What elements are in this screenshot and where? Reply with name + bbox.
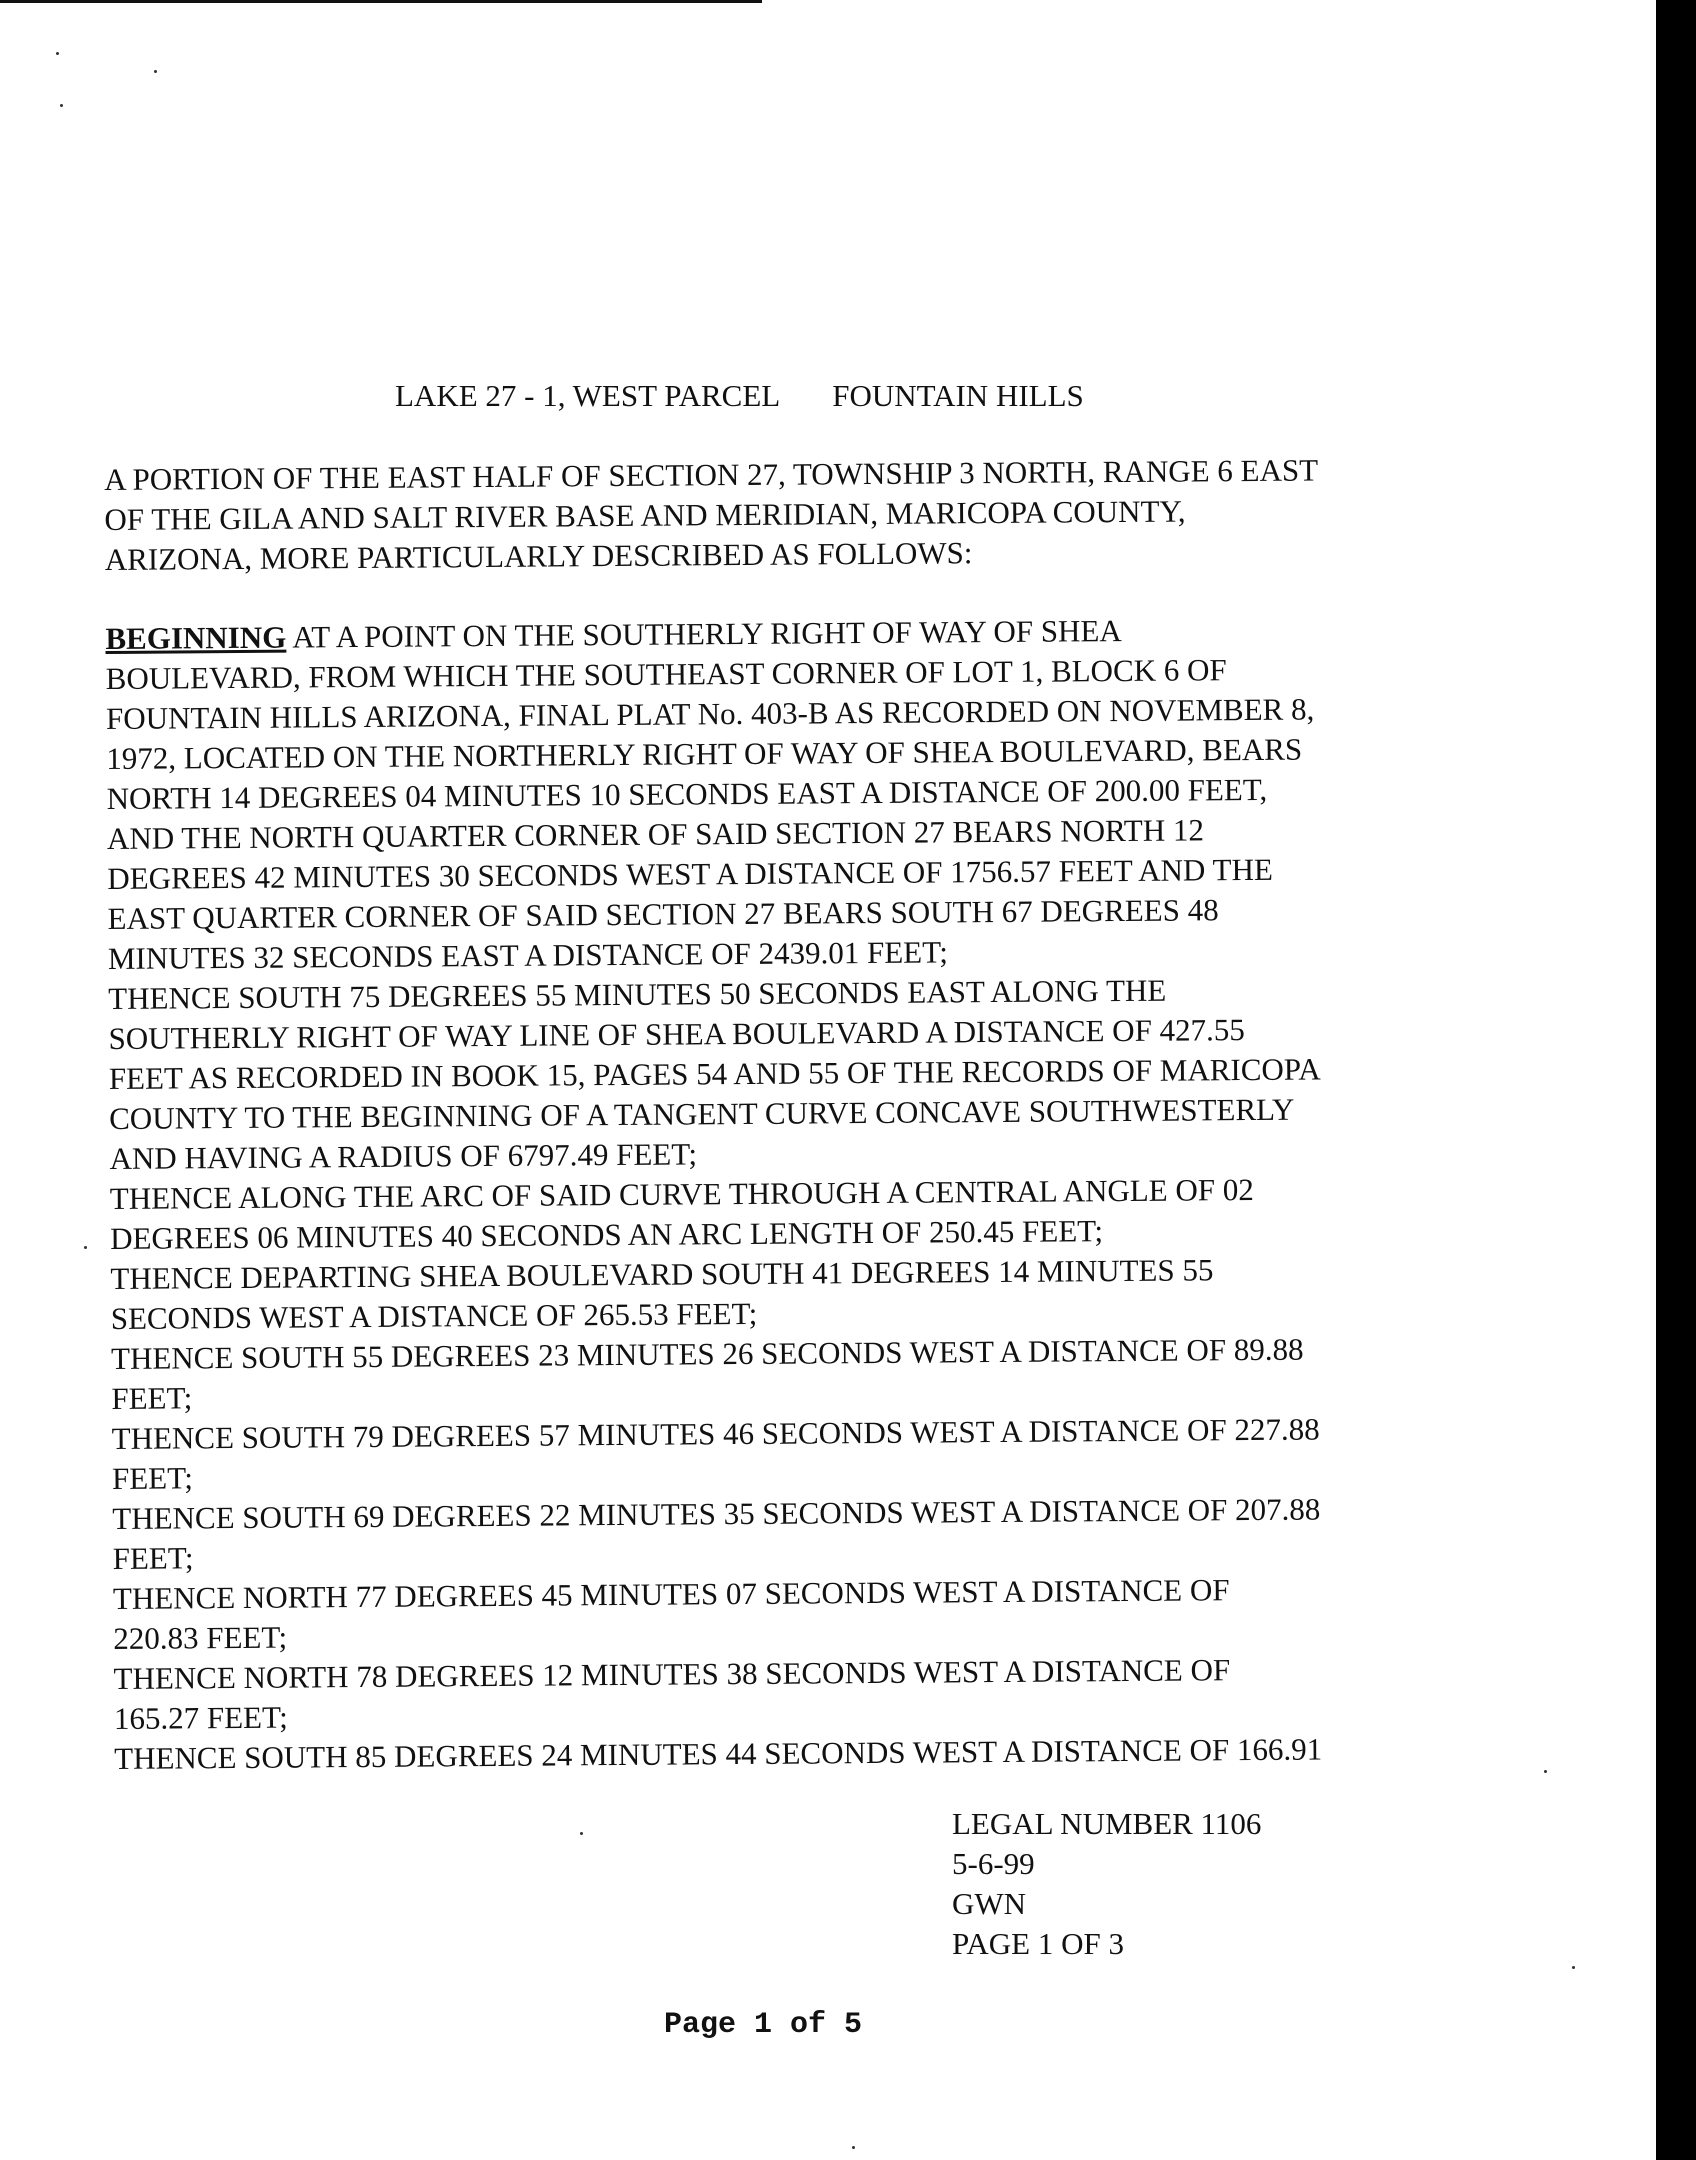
parcel-title: LAKE 27 - 1, WEST PARCEL [395, 378, 781, 413]
description-line: AND THE NORTH QUARTER CORNER OF SAID SECTION 27 BEARS NORTH 12 [106, 812, 1205, 856]
intro-line: ARIZONA, MORE PARTICULARLY DESCRIBED AS FOLLOWS: [104, 535, 973, 577]
description-line: THENCE SOUTH 75 DEGREES 55 MINUTES 50 SECONDS EAST ALONG THE [108, 972, 1167, 1016]
description-line: THENCE DEPARTING SHEA BOULEVARD SOUTH 41 DEGREES 14 MINUTES 55 [110, 1252, 1214, 1296]
scan-speck [154, 70, 157, 73]
description-line: 220.83 FEET; [113, 1619, 288, 1656]
preparer-initials: GWN [952, 1886, 1027, 1921]
legal-date: 5-6-99 [952, 1846, 1035, 1881]
description-line: 165.27 FEET; [113, 1699, 288, 1736]
description-line: SOUTHERLY RIGHT OF WAY LINE OF SHEA BOULEVARD A DISTANCE OF 427.55 [108, 1012, 1245, 1056]
description-line: BOULEVARD, FROM WHICH THE SOUTHEAST CORNER OF LOT 1, BLOCK 6 OF [105, 652, 1227, 696]
description-line: THENCE NORTH 78 DEGREES 12 MINUTES 38 SECONDS WEST A DISTANCE OF [113, 1652, 1231, 1696]
legal-reference-block [952, 1804, 1261, 1964]
description-line: MINUTES 32 SECONDS EAST A DISTANCE OF 2439.01 FEET; [107, 934, 949, 976]
scan-speck [580, 1832, 583, 1835]
description-line: FEET AS RECORDED IN BOOK 15, PAGES 54 AND 55 OF THE RECORDS OF MARICOPA [108, 1051, 1321, 1096]
scan-speck [56, 52, 59, 55]
intro-line: OF THE GILA AND SALT RIVER BASE AND MERIDIAN, MARICOPA COUNTY, [104, 493, 1186, 537]
description-line: THENCE SOUTH 85 DEGREES 24 MINUTES 44 SECONDS WEST A DISTANCE OF 166.91 [114, 1731, 1323, 1776]
scan-speck [84, 1246, 87, 1249]
page-footer: Page 1 of 5 [664, 2008, 863, 2042]
document-heading [395, 378, 1084, 414]
description-line: THENCE SOUTH 69 DEGREES 22 MINUTES 35 SECONDS WEST A DISTANCE OF 207.88 [112, 1491, 1321, 1536]
description-line: THENCE SOUTH 79 DEGREES 57 MINUTES 46 SECONDS WEST A DISTANCE OF 227.88 [111, 1411, 1320, 1456]
intro-line: A PORTION OF THE EAST HALF OF SECTION 27, TOWNSHIP 3 NORTH, RANGE 6 EAST [104, 452, 1319, 497]
legal-number: LEGAL NUMBER 1106 [952, 1806, 1262, 1841]
scan-top-rule [0, 0, 762, 3]
description-line: FEET; [111, 1380, 193, 1416]
description-line: FOUNTAIN HILLS ARIZONA, FINAL PLAT No. 403-B AS RECORDED ON NOVEMBER 8, [105, 691, 1315, 736]
scan-speck [1544, 1770, 1547, 1773]
scan-speck [60, 104, 63, 107]
description-line: THENCE ALONG THE ARC OF SAID CURVE THROUGH A CENTRAL ANGLE OF 02 [109, 1171, 1254, 1216]
scan-speck [852, 2146, 855, 2149]
scan-right-border [1656, 0, 1696, 2160]
scan-speck [1572, 1966, 1575, 1969]
description-line: EAST QUARTER CORNER OF SAID SECTION 27 BEARS SOUTH 67 DEGREES 48 [107, 892, 1219, 936]
legal-page-count: PAGE 1 OF 3 [952, 1926, 1124, 1961]
description-line: THENCE NORTH 77 DEGREES 45 MINUTES 07 SECONDS WEST A DISTANCE OF [112, 1572, 1230, 1616]
description-line: COUNTY TO THE BEGINNING OF A TANGENT CURVE CONCAVE SOUTHWESTERLY [109, 1091, 1295, 1136]
beginning-line-text: AT A POINT ON THE SOUTHERLY RIGHT OF WAY OF SHEA [286, 613, 1122, 655]
description-line: DEGREES 06 MINUTES 40 SECONDS AN ARC LENGTH OF 250.45 FEET; [109, 1213, 1104, 1256]
description-line: DEGREES 42 MINUTES 30 SECONDS WEST A DISTANCE OF 1756.57 FEET AND THE [107, 851, 1273, 896]
description-line: 1972, LOCATED ON THE NORTHERLY RIGHT OF WAY OF SHEA BOULEVARD, BEARS [106, 731, 1303, 776]
description-line: THENCE SOUTH 55 DEGREES 23 MINUTES 26 SECONDS WEST A DISTANCE OF 89.88 [110, 1331, 1304, 1376]
description-line: NORTH 14 DEGREES 04 MINUTES 10 SECONDS EAST A DISTANCE OF 200.00 FEET, [106, 771, 1268, 816]
description-line: FEET; [112, 1540, 194, 1576]
description-line: FEET; [111, 1460, 194, 1496]
description-line: AND HAVING A RADIUS OF 6797.49 FEET; [109, 1136, 698, 1176]
location-title: FOUNTAIN HILLS [832, 378, 1084, 413]
beginning-word: BEGINNING [105, 619, 287, 656]
legal-description-body [104, 449, 1494, 1779]
description-line: SECONDS WEST A DISTANCE OF 265.53 FEET; [110, 1295, 758, 1336]
